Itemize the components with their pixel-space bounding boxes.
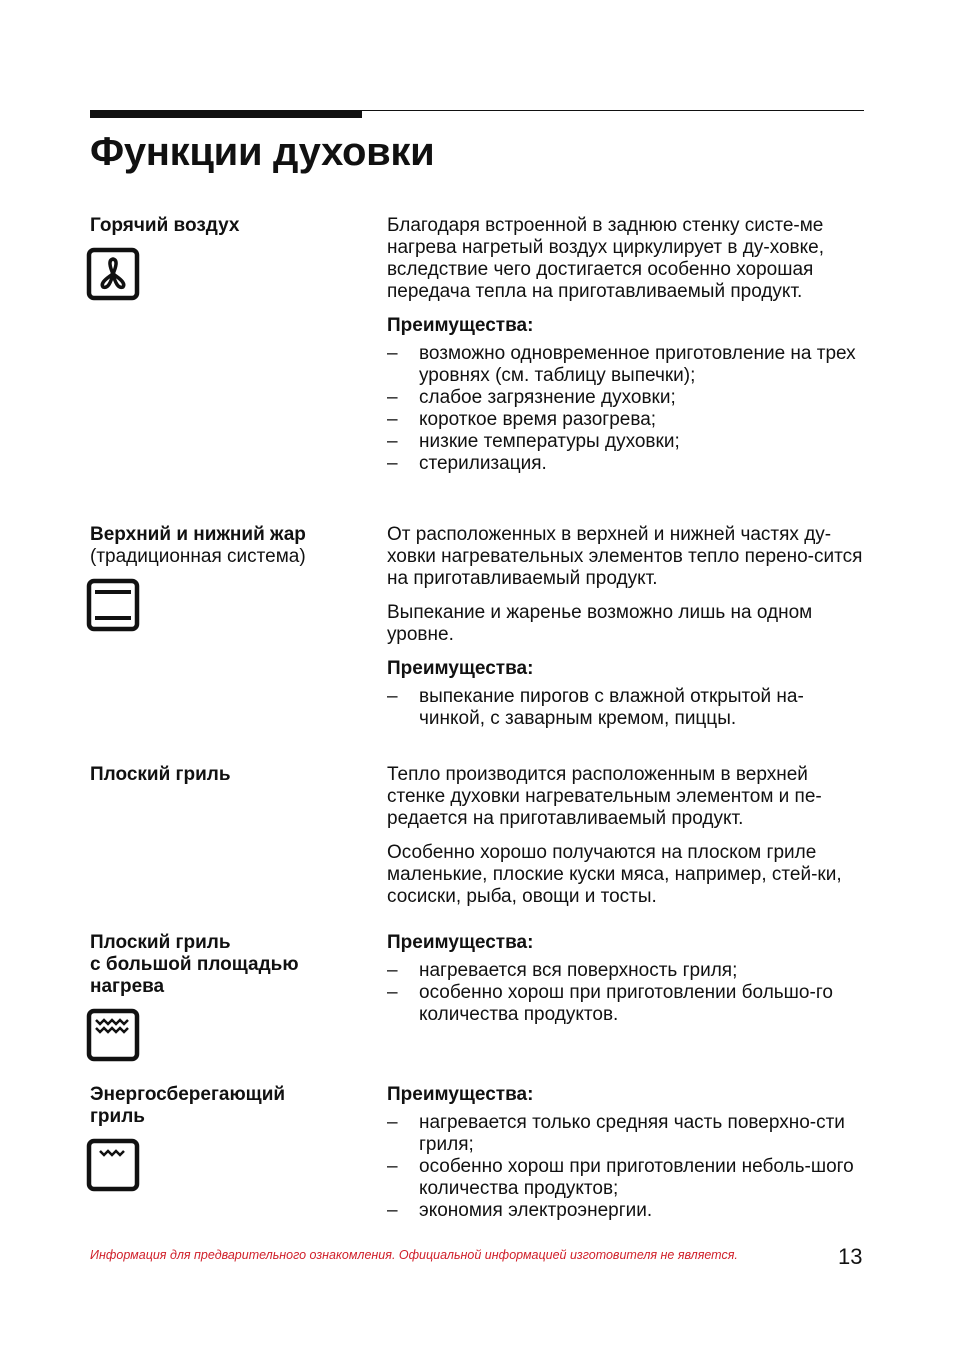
section-paragraph: Особенно хорошо получаются на плоском гриле маленькие, плоские куски мяса, например, стей-ки, сосиски, рыба, овощи и тосты. [387,842,842,907]
section-label: Плоский гриль [90,764,231,785]
advantages-list [387,343,864,475]
list-item: – особенно хорош при приготовлении большо-го количества продуктов. [387,982,833,1025]
section-paragraph: Выпекание и жаренье возможно лишь на одном уровне. [387,602,813,645]
top-bottom-heat-icon [86,578,142,634]
eco-grill-icon [86,1138,142,1194]
advantages-heading: Преимущества: [387,658,534,679]
list-item: – короткое время разогрева; [387,409,657,430]
list-item: – возможно одновременное приготовление на трех уровнях (см. таблицу выпечки); [387,343,856,386]
list-item: – стерилизация. [387,453,547,474]
list-item: – низкие температуры духовки; [387,431,680,452]
advantages-list [387,960,864,1026]
advantages-heading: Преимущества: [387,932,534,953]
section-label: Верхний и нижний жар [90,524,306,545]
section-label: нагрева [90,976,165,997]
section-paragraph: От расположенных в верхней и нижней частях ду-ховки нагревательных элементов тепло перено-сится на приготавливаемый продукт. [387,524,863,589]
section-subtitle: (традиционная система) [90,546,306,567]
section-paragraph: Тепло производится расположенным в верхней стенке духовки нагревательным элементом и пе-редается на приготавливаемый продукт. [387,764,822,829]
list-item: – нагревается вся поверхность гриля; [387,960,738,981]
section-label: Энергосберегающий [90,1084,286,1105]
advantages-list [387,1112,864,1222]
list-item: – слабое загрязнение духовки; [387,387,676,408]
list-item: – особенно хорош при приготовлении неболь-шого количества продуктов; [387,1156,854,1199]
advantages-list [387,686,864,730]
advantages-heading: Преимущества: [387,1084,534,1105]
list-item: – нагревается только средняя часть поверхно-сти гриля; [387,1112,845,1155]
footer-disclaimer: Информация для предварительного ознакомления. Официальной информацией изготовителя не является. [90,1248,738,1262]
list-item: – экономия электроэнергии. [387,1200,653,1221]
header-rule-thick [90,110,362,118]
advantages-heading: Преимущества: [387,315,534,336]
section-label: Горячий воздух [90,215,240,236]
large-grill-icon [86,1008,142,1064]
section-label: гриль [90,1106,145,1127]
list-item: – выпекание пирогов с влажной открытой на-чинкой, с заварным кремом, пиццы. [387,686,804,729]
page-number: 13 [838,1244,863,1269]
fan-icon [86,247,142,303]
page-title: Функции духовки [90,130,435,174]
section-label: с большой площадью [90,954,299,975]
section-label: Плоский гриль [90,932,231,953]
section-paragraph: Благодаря встроенной в заднюю стенку систе-ме нагрева нагретый воздух циркулирует в ду-ховке, вследствие чего достигается особенно хорошая передача тепла на приготавливаемый продукт. [387,215,825,302]
